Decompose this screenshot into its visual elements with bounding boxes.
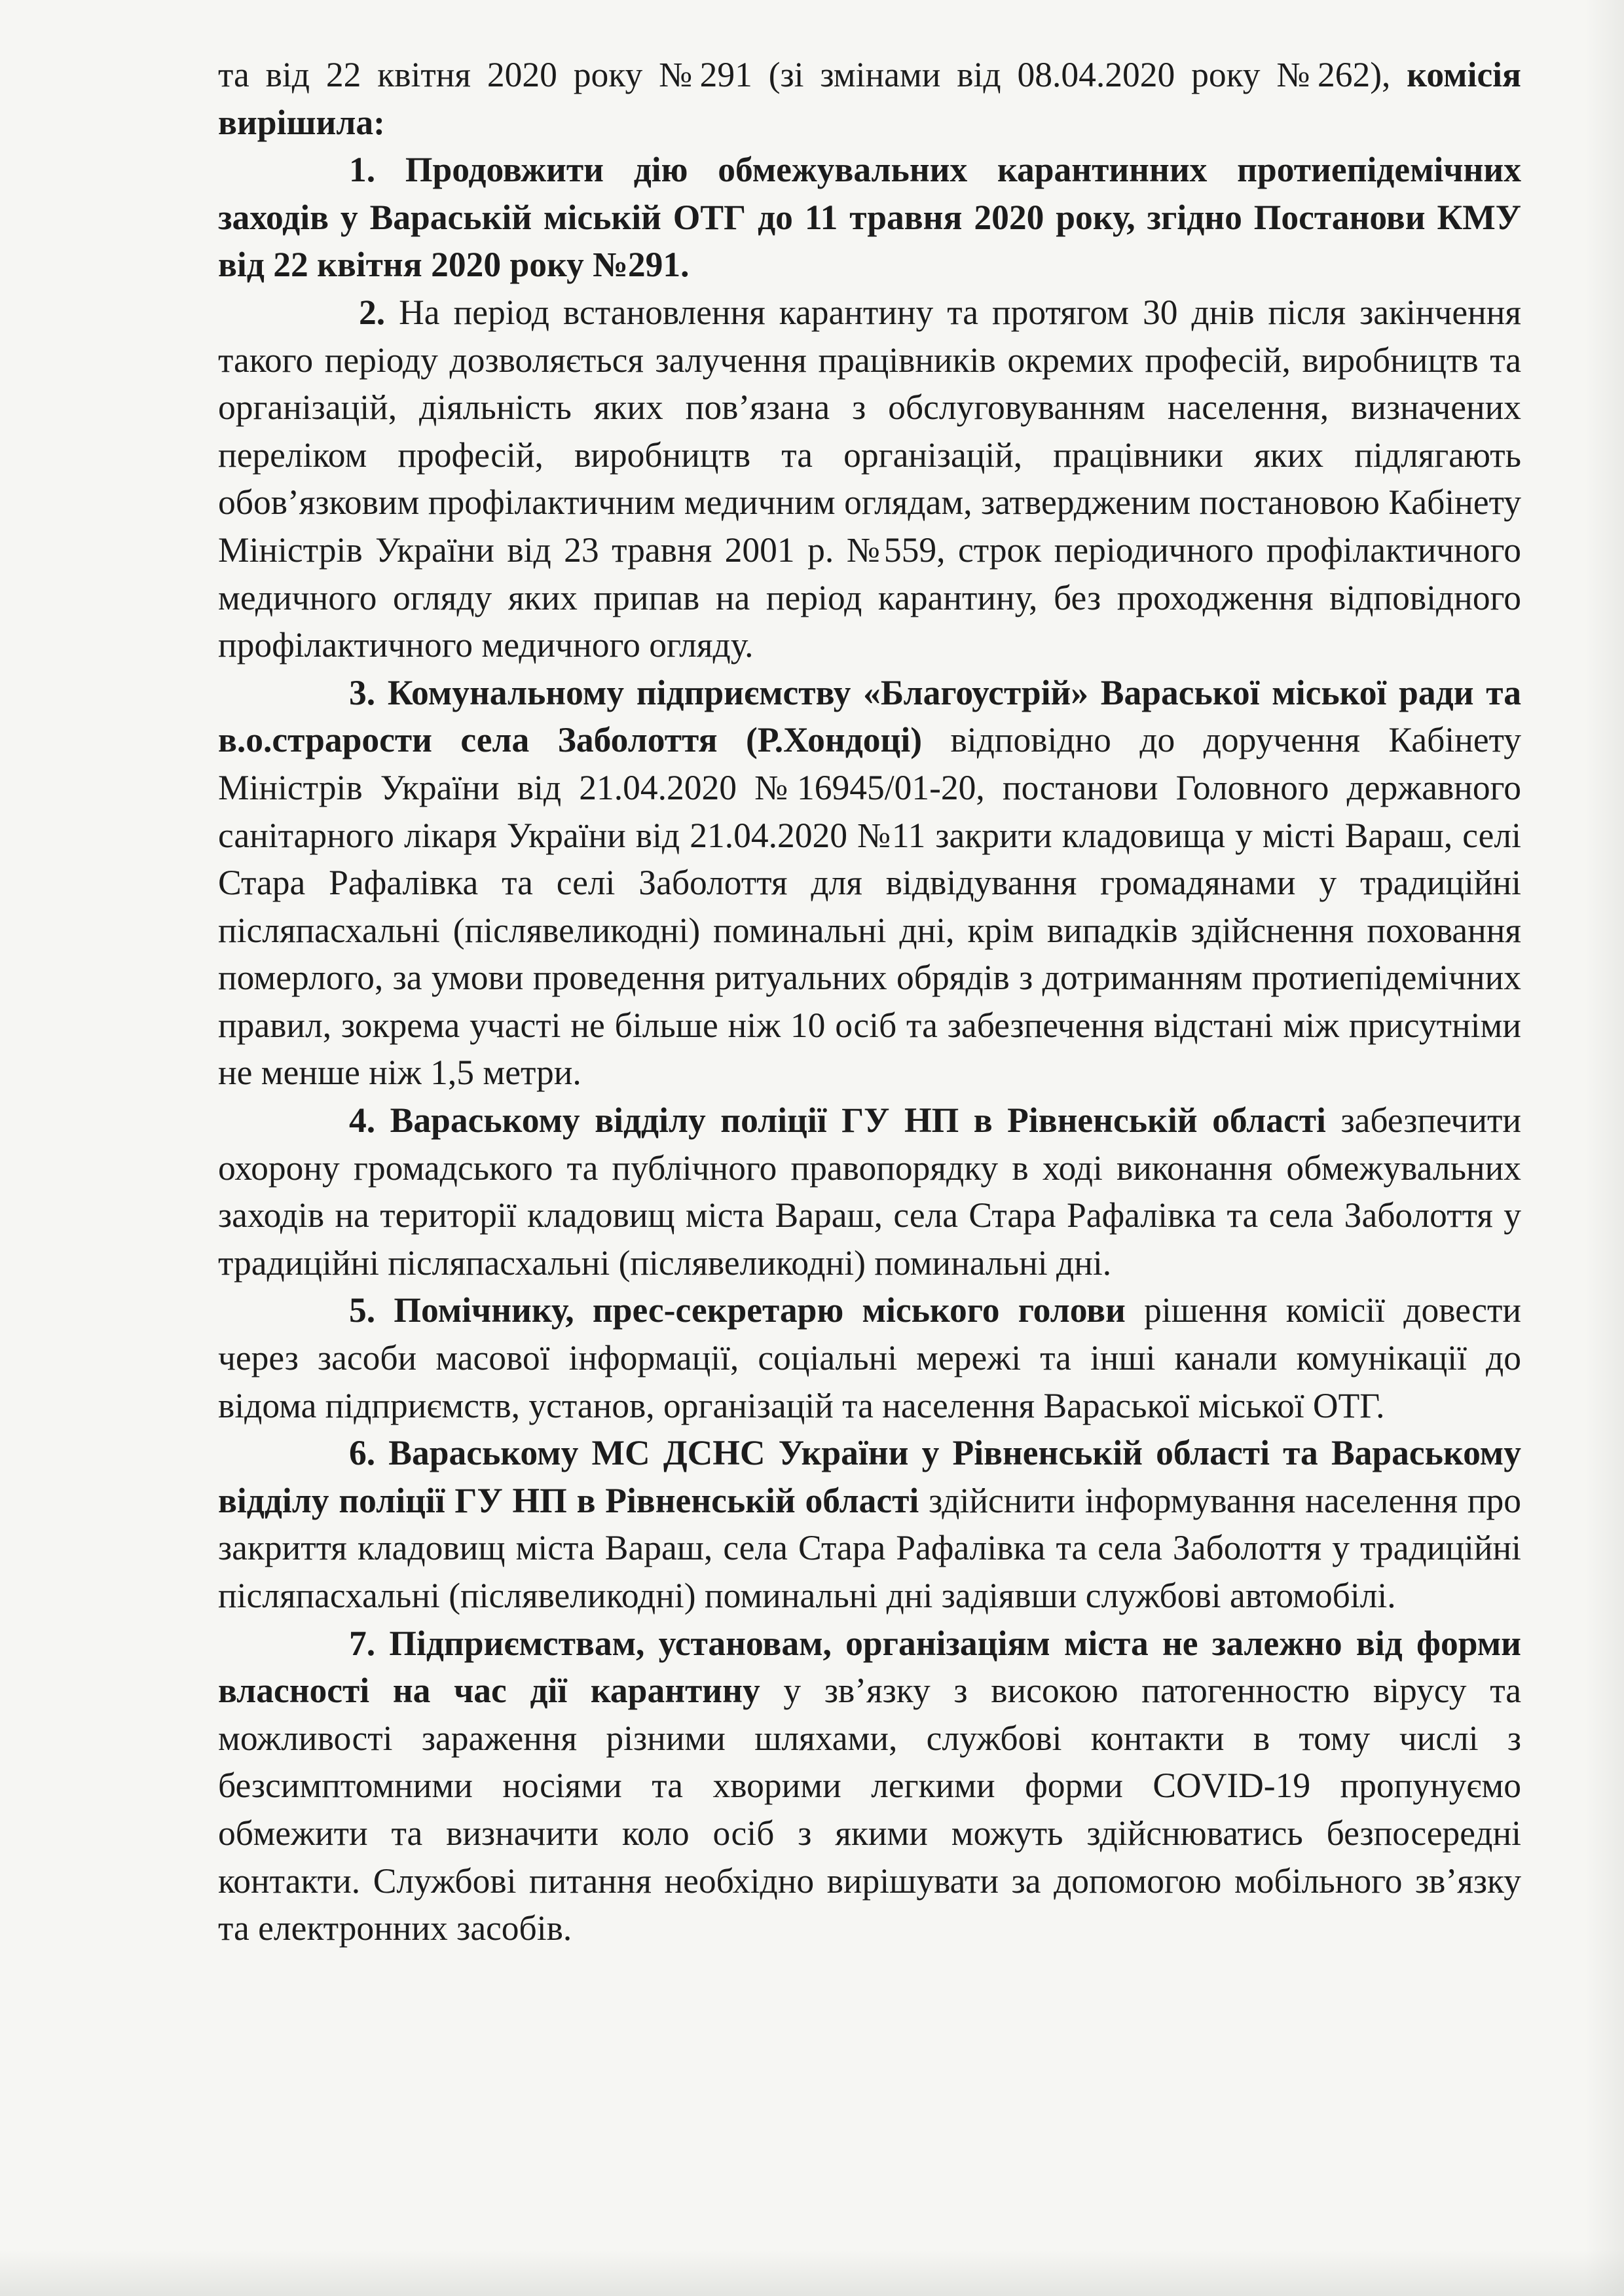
decision-item-6 <box>218 1429 1521 1619</box>
decision-heading: комісія вирішила: <box>218 55 1521 142</box>
item-3-bold: 3. Комунальному підприємству «Благоустрій» Вараської міської ради та в.о.страрости села Заболоття (Р.Хондоці) <box>218 672 1521 760</box>
item-4-text: забезпечити охорону громадського та публічного правопорядку в ході виконання обмежувальних заходів на території кладовищ міста Вараш, села Стара Рафалівка та села Заболоття у традиційні післяпасхальні (післявеликодні) поминальні дні. <box>218 1101 1521 1283</box>
item-7-bold: 7. Підприємствам, установам, організаціям міста не залежно від форми власності на час дії карантину <box>218 1623 1521 1711</box>
decision-item-2 <box>218 289 1521 669</box>
decision-item-1 <box>218 146 1521 289</box>
item-5-bold: 5. Помічнику, прес-секретарю міського голови <box>349 1290 1126 1330</box>
decision-item-5 <box>218 1286 1521 1429</box>
item-6-text: здійснити інформування населення про закриття кладовищ міста Вараш, села Стара Рафалівка та села Заболоття у традиційні післяпасхальні (післявеликодні) поминальні дні задіявши службові автомобілі. <box>218 1480 1521 1615</box>
item-6-bold: 6. Вараському МС ДСНС України у Рівненській області та Вараському відділу поліції ГУ НП в Рівненській області <box>218 1433 1521 1520</box>
scan-edge-shadow-bottom <box>0 2250 1624 2296</box>
item-2-text: На період встановлення карантину та протягом 30 днів після закінчення такого періоду дозволяється залучення працівників окремих професій, виробництв та організацій, діяльність яких пов’язана з обслуговуванням населення, визначених переліком професій, виробництв та організацій, працівники яких підлягають обов’язковим профілактичним медичним оглядам, затвердженим постановою Кабінету Міністрів України від 23 травня 2001 р. №559, строк періодичного профілактичного медичного огляду яких припав на період карантину, без проходження відповідного профілактичного медичного огляду. <box>218 292 1521 665</box>
item-4-bold: 4. Вараському відділу поліції ГУ НП в Рівненській області <box>349 1101 1326 1140</box>
decision-item-3 <box>218 669 1521 1097</box>
intro-text: та від 22 квітня 2020 року №291 (зі змінами від 08.04.2020 року №262), <box>218 55 1391 94</box>
item-5-text: рішення комісії довести через засоби масової інформації, соціальні мережі та інші канали комунікації до відома підприємств, установ, організацій та населення Вараської міської ОТГ. <box>218 1290 1521 1425</box>
item-7-text: у зв’язку з високою патогенностю вірусу та можливості зараження різними шляхами, службові контакти в тому числі з безсимптомними носіями та хворими легкими форми COVID-19 пропунуємо обмежити та визначити коло осіб з якими можуть здійснюватись безпосередні контакти. Службові питання необхідно вирішувати за допомогою мобільного зв’язку та електронних засобів. <box>218 1671 1521 1948</box>
item-1-bold: 1. Продовжити дію обмежувальних карантинних протиепідемічних заходів у Вараській міській ОТГ до 11 травня 2020 року, згідно Постанови КМУ від 22 квітня 2020 року №291. <box>218 150 1521 285</box>
scan-edge-shadow-right <box>1585 0 1624 2296</box>
item-2-bold: 2. <box>359 292 386 332</box>
document-body <box>218 51 1521 1952</box>
decision-item-7 <box>218 1620 1521 1952</box>
intro-paragraph <box>218 51 1521 146</box>
decision-item-4 <box>218 1097 1521 1286</box>
item-3-text: відповідно до доручення Кабінету Міністрів України від 21.04.2020 №16945/01-20, постанови Головного державного санітарного лікаря України від 21.04.2020 №11 закрити кладовища у місті Вараш, селі Стара Рафалівка та селі Заболоття для відвідування громадянами у традиційні післяпасхальні (післявеликодні) поминальні дні, крім випадків здійснення поховання померлого, за умови проведення ритуальних обрядів з дотриманням протиепідемічних правил, зокрема участі не більше ніж 10 осіб та забезпечення відстані між присутніми не менше ніж 1,5 метри. <box>218 720 1521 1093</box>
